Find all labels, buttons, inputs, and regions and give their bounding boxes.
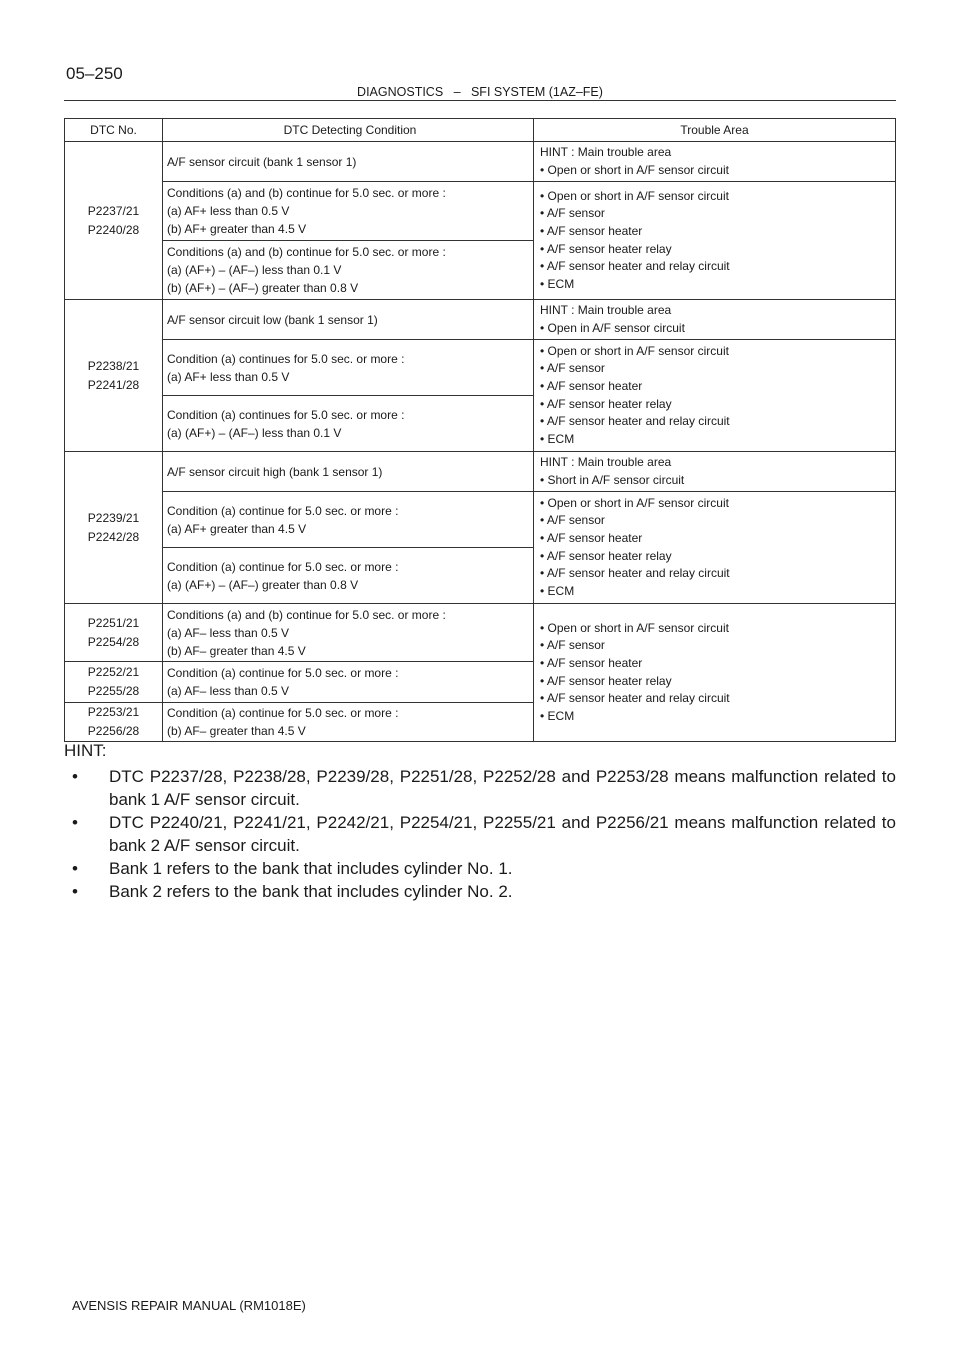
hint-text: Bank 1 refers to the bank that includes cylinder No. 1. [109,859,513,878]
dtc-code: P2240/28 [87,222,140,237]
area-line: • ECM [540,583,575,598]
trouble-area-cell [534,300,896,340]
trouble-area-cell [534,604,896,742]
dtc-code-cell [65,300,163,452]
condition-line: Conditions (a) and (b) continue for 5.0 sec. or more : [167,607,446,622]
condition-line: Condition (a) continue for 5.0 sec. or more : [167,706,399,720]
condition-line: Condition (a) continue for 5.0 sec. or more : [167,666,399,680]
table-row [65,340,896,396]
hint-label: HINT: [64,741,107,760]
section-name: DIAGNOSTICS [357,85,444,99]
table-row [65,452,896,492]
condition-line: Conditions (a) and (b) continue for 5.0 sec. or more : [167,245,446,259]
trouble-area-cell [534,492,896,604]
dtc-code: P2238/21 [87,358,140,373]
condition-line: (b) AF– greater than 4.5 V [167,724,306,738]
dtc-code-cell [65,662,163,703]
list-item [64,811,896,857]
area-line: • A/F sensor heater and relay circuit [540,414,730,429]
dtc-code-cell [65,142,163,300]
condition-cell [163,340,534,396]
area-line: • A/F sensor heater and relay circuit [540,691,730,706]
condition-cell [163,452,534,492]
dtc-code: P2242/28 [87,529,140,544]
condition-cell [163,548,534,604]
bullet-icon: • [72,767,78,786]
area-line: • A/F sensor heater [540,655,643,670]
area-line: • A/F sensor heater [540,223,643,238]
page-header-title [64,85,896,99]
area-line: • A/F sensor [540,206,605,221]
table-row [65,492,896,548]
header-rule [64,100,896,101]
condition-line: A/F sensor circuit (bank 1 sensor 1) [167,154,357,169]
area-line: HINT : Main trouble area [540,144,672,159]
area-line: HINT : Main trouble area [540,454,672,469]
area-line: • Open or short in A/F sensor circuit [540,162,729,177]
area-line: • A/F sensor heater and relay circuit [540,259,730,274]
trouble-area-cell [534,182,896,300]
area-line: • A/F sensor heater relay [540,241,672,256]
area-line: • A/F sensor heater relay [540,673,672,688]
condition-line: (a) AF– less than 0.5 V [167,625,290,640]
condition-line: (a) AF– less than 0.5 V [167,684,290,698]
condition-cell [163,662,534,703]
page-footer: AVENSIS REPAIR MANUAL (RM1018E) [72,1298,306,1313]
area-line: • A/F sensor [540,638,605,653]
condition-line: (b) AF+ greater than 4.5 V [167,222,307,236]
condition-line: (a) (AF+) – (AF–) greater than 0.8 V [167,577,359,592]
dtc-code-cell [65,604,163,662]
table-row [65,182,896,241]
area-line: HINT : Main trouble area [540,302,672,317]
dtc-code: P2256/28 [87,724,140,738]
area-line: • Short in A/F sensor circuit [540,472,685,487]
dtc-code: P2254/28 [87,634,140,649]
dtc-code: P2239/21 [87,510,140,525]
area-line: • ECM [540,431,575,446]
area-line: • A/F sensor heater [540,378,643,393]
dtc-table [64,118,896,742]
area-line: • ECM [540,276,575,291]
dtc-code: P2251/21 [87,615,140,630]
hint-text: DTC P2237/28, P2238/28, P2239/28, P2251/28, P2252/28 and P2253/28 means malfunction related to bank 1 A/F sensor circuit. [109,767,896,809]
table-row [65,604,896,662]
table-header-row [65,119,896,142]
area-line: • A/F sensor heater relay [540,396,672,411]
table-row [65,300,896,340]
condition-cell [163,492,534,548]
dtc-code-cell [65,703,163,742]
trouble-area-cell [534,340,896,452]
condition-line: A/F sensor circuit low (bank 1 sensor 1) [167,312,378,327]
condition-line: (a) AF+ less than 0.5 V [167,204,290,218]
condition-line: Condition (a) continues for 5.0 sec. or more : [167,407,405,422]
dtc-code: P2255/28 [87,684,140,698]
hint-text: DTC P2240/21, P2241/21, P2242/21, P2254/21, P2255/21 and P2256/21 means malfunction related to bank 2 A/F sensor circuit. [109,813,896,855]
condition-line: (a) (AF+) – (AF–) less than 0.1 V [167,263,342,277]
dtc-code: P2241/28 [87,377,140,392]
col-header-trouble-area: Trouble Area [534,119,896,142]
dtc-code-cell [65,452,163,604]
area-line: • Open or short in A/F sensor circuit [540,188,729,203]
area-line: • Open or short in A/F sensor circuit [540,343,729,358]
condition-line: (b) (AF+) – (AF–) greater than 0.8 V [167,281,359,295]
subsection-name: SFI SYSTEM (1AZ–FE) [470,85,603,99]
area-line: • A/F sensor [540,361,605,376]
area-line: • Open or short in A/F sensor circuit [540,620,729,635]
condition-cell [163,241,534,300]
condition-line: (b) AF– greater than 4.5 V [167,643,306,658]
list-item [64,765,896,811]
trouble-area-cell [534,452,896,492]
condition-line: Condition (a) continues for 5.0 sec. or more : [167,351,405,366]
condition-line: Condition (a) continue for 5.0 sec. or more : [167,559,399,574]
area-line: • A/F sensor [540,513,605,528]
table-row [65,142,896,182]
bullet-icon: • [72,859,78,878]
condition-cell [163,396,534,452]
condition-line: (a) AF+ less than 0.5 V [167,369,290,384]
dtc-code: P2237/21 [87,203,140,218]
col-header-dtc-no: DTC No. [65,119,163,142]
dtc-code: P2253/21 [87,705,140,719]
list-item [64,857,896,880]
condition-line: (a) (AF+) – (AF–) less than 0.1 V [167,425,342,440]
area-line: • Open in A/F sensor circuit [540,320,685,335]
trouble-area-cell [534,142,896,182]
page-number: 05–250 [66,64,123,83]
list-item [64,880,896,903]
condition-cell [163,142,534,182]
condition-line: (a) AF+ greater than 4.5 V [167,521,307,536]
condition-line: Condition (a) continue for 5.0 sec. or more : [167,503,399,518]
condition-line: A/F sensor circuit high (bank 1 sensor 1) [167,464,383,479]
condition-line: Conditions (a) and (b) continue for 5.0 sec. or more : [167,186,446,200]
condition-cell [163,300,534,340]
area-line: • ECM [540,708,575,723]
dtc-code: P2252/21 [87,665,140,679]
area-line: • A/F sensor heater and relay circuit [540,566,730,581]
area-line: • A/F sensor heater [540,530,643,545]
area-line: • Open or short in A/F sensor circuit [540,495,729,510]
hint-text: Bank 2 refers to the bank that includes cylinder No. 2. [109,882,513,901]
condition-cell [163,604,534,662]
bullet-icon: • [72,813,78,832]
area-line: • A/F sensor heater relay [540,548,672,563]
bullet-icon: • [72,882,78,901]
header-separator: – [453,85,461,99]
hint-list [64,765,896,903]
col-header-condition: DTC Detecting Condition [163,119,534,142]
condition-cell [163,703,534,742]
condition-cell [163,182,534,241]
